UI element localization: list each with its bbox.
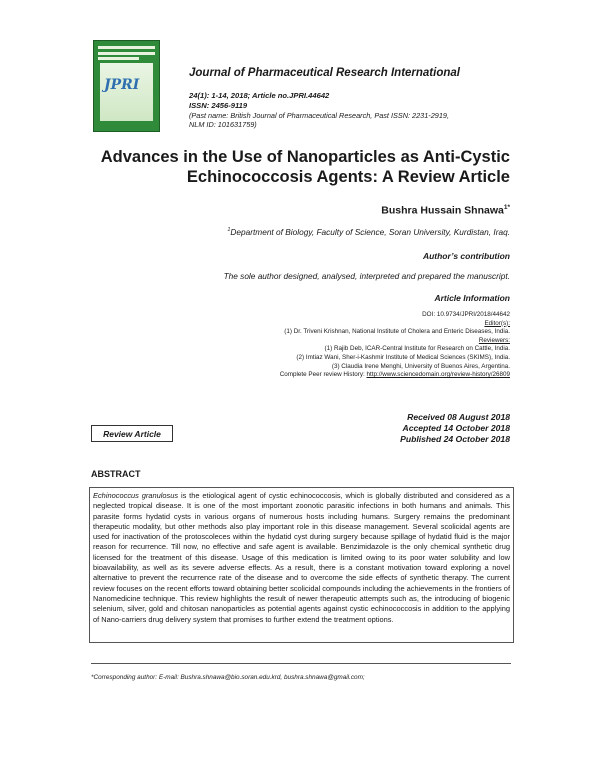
journal-issue: 24(1): 1-14, 2018; Article no.JPRI.44642	[189, 91, 330, 100]
affiliation-mark: 1	[227, 227, 231, 234]
author-name-text: Bushra Hussain Shnawa	[381, 204, 504, 217]
article-info-heading: Article Information	[434, 293, 510, 303]
abstract-species: Echinococcus granulosus	[93, 491, 179, 500]
abstract-box	[89, 487, 514, 643]
published-date: Published 24 October 2018	[400, 434, 510, 444]
journal-nlm-id: NLM ID: 101631759)	[189, 120, 257, 129]
reviewer-2: (2) Imtiaz Wani, Sher-i-Kashmir Institute of Medical Sciences (SKIMS), India.	[296, 353, 510, 361]
editor-1: (1) Dr. Triveni Krishnan, National Institute of Cholera and Enteric Diseases, India.	[284, 328, 510, 336]
received-date: Received 08 August 2018	[407, 412, 510, 422]
paper-title-line-1: Advances in the Use of Nanoparticles as Anti-Cystic	[100, 148, 510, 166]
paper-title-line-2: Echinococcosis Agents: A Review Article	[186, 168, 510, 186]
editors-label: Editor(s):	[484, 319, 510, 327]
journal-name: Journal of Pharmaceutical Research International	[189, 67, 460, 79]
peer-review-history: Complete Peer review History: http://www.sciencedomain.org/review-history/26809	[279, 371, 510, 379]
article-info-block	[280, 311, 510, 380]
abstract-text	[93, 491, 510, 625]
doi: DOI: 10.9734/JPRI/2018/44642	[422, 311, 510, 318]
journal-issn: ISSN: 2456-9119	[189, 101, 248, 110]
affiliation-text: Department of Biology, Faculty of Science, Soran University, Kurdistan, Iraq.	[230, 227, 510, 237]
author-contribution-heading: Author’s contribution	[422, 251, 510, 261]
article-type-badge: Review Article	[91, 425, 173, 442]
peer-review-link[interactable]: http://www.sciencedomain.org/review-history/26809	[366, 371, 510, 379]
corresponding-author-footnote: *Corresponding author: E-mail: Bushra.shnawa@bio.soran.edu.krd, bushra.shnawa@gmail.com;	[91, 674, 365, 681]
journal-logo: JPRI	[104, 77, 140, 93]
journal-past-name: (Past name: British Journal of Pharmaceutical Research, Past ISSN: 2231-2919,	[189, 111, 449, 120]
footnote-divider	[91, 663, 511, 664]
author-name	[381, 204, 510, 217]
accepted-date: Accepted 14 October 2018	[402, 423, 510, 433]
abstract-body: is the etiological agent of cystic echinococcosis, which is globally distributed and considered as a neglected tropical disease. It is one of the most important zoonotic parasitic infections in both humans and animals. This parasite forms hydatid cysts in various organs of numerous hosts including humans. Surgery remains the predominant therapeutic modality, but other methods also play important role in this disease management. Several scolicidal agents are used for inactivation of the protoscoleces within the hydatid cyst during surgery because spillage of hydatid fluid is the major reason for recurrence. Till now, no effective and safe agent is available. Benzimidazole is the only chemical synthetic drug licensed for the treatment of this disease. Usage of this medication is limited owing to its poor water solubility and low bioavailability, as well as its severe adverse effects. As a result, there is a constant motivation toward exploring a novel alternative to prevent the recurrence rate of the disease and to overcome the side effects of synthetic therapy. The current review focuses on the recent efforts toward obtaining better scolicidal compounds including the achievements in the frontiers of Nanomedicine technique. This review highlights the result of newer therapeutic attempts such as, the introducing of biogenic selenium, silver, gold and chitosan nanoparticles as potential agents against cystic echinococcosis in addition to the applying of Nano-carriers drug delivery system that promises to further extend the treatment options.	[93, 491, 511, 624]
article-dates	[400, 412, 510, 445]
abstract-heading: ABSTRACT	[91, 469, 141, 479]
author-contribution-text: The sole author designed, analysed, interpreted and prepared the manuscript.	[223, 271, 510, 281]
reviewer-3: (3) Claudia Irene Menghi, University of Buenos Aires, Argentina.	[331, 362, 510, 370]
author-mark: 1*	[503, 204, 510, 211]
reviewer-1: (1) Rajib Deb, ICAR-Central Institute for Research on Cattle, India.	[324, 345, 510, 353]
author-affiliation	[227, 227, 510, 237]
journal-cover-image	[93, 40, 160, 132]
reviewers-label: Reviewers:	[478, 336, 510, 344]
